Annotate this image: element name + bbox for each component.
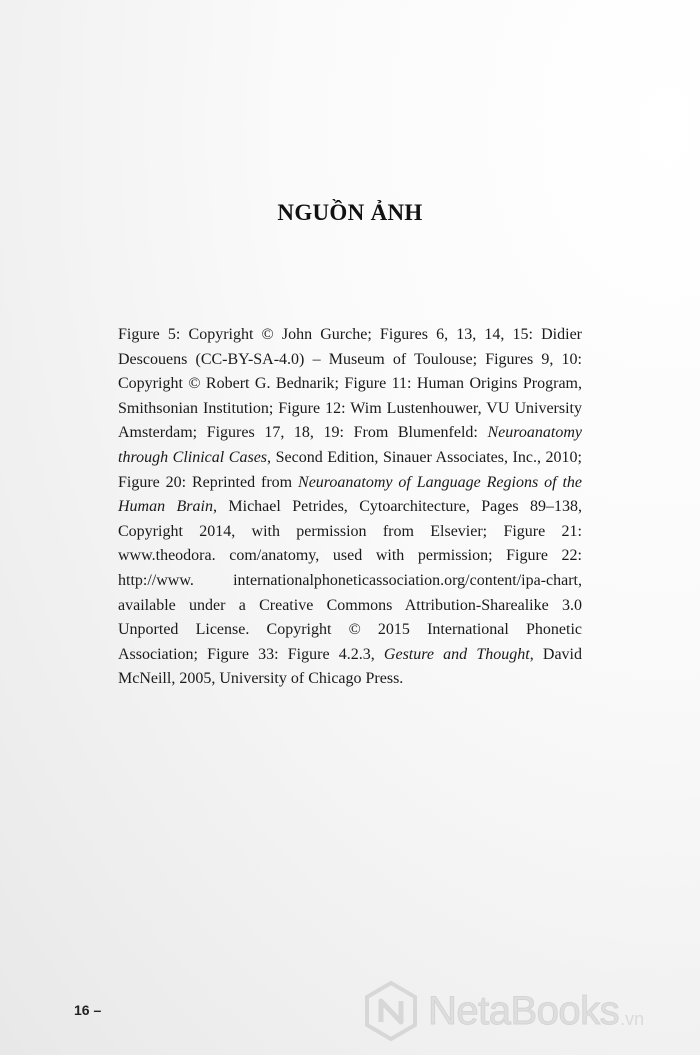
watermark-name: NetaBooks <box>428 988 620 1033</box>
page-heading: NGUỒN ẢNH <box>277 200 423 225</box>
credits-text-1: Figure 5: Copyright © John Gurche; Figures 6, 13, 14, 15: Didier Descouens (CC-BY-SA-4.0) – Museum of Toulouse; Figures 9, 10: Copyright © Robert G. Bednarik; Figure 11: Human Origins Program, Smithsonian Institution; Figure 12: Wim Lustenhouwer, VU University Amsterdam; Figures 17, 18, 19: From Blumenfeld: <box>118 326 582 442</box>
netabooks-logo-icon <box>360 980 422 1042</box>
credits-text-3: , Michael Petrides, Cytoarchitecture, Pages 89–138, Copyright 2014, with permission from Elsevier; Figure 21: www.theodora. com/anatomy, used with permission; Figure 22: http://www. internationalphoneticassociation.org/content/ipa-chart, available under a Creative Commons Attribution-Sharealike 3.0 Unported License. Copyright © 2015 International Phonetic Association; Figure 33: Figure 4.2.3, <box>118 498 582 663</box>
credits-title-3: Gesture and Thought <box>383 645 530 663</box>
watermark <box>360 978 690 1044</box>
credits-text-4: , David McNeill, 2005, University of Chicago Press. <box>118 645 582 688</box>
watermark-suffix: .vn <box>620 1009 645 1029</box>
page-number: 16 – <box>74 1002 102 1018</box>
credits-title-2: Neuroanatomy of Language Regions of the Human Brain <box>118 473 582 516</box>
image-credits-paragraph <box>118 323 582 692</box>
credits-title-1: Neuroanatomy through Clinical Cases <box>118 424 582 466</box>
credits-text-2: , Second Edition, Sinauer Associates, Inc., 2010; Figure 20: Reprinted from <box>118 448 582 491</box>
